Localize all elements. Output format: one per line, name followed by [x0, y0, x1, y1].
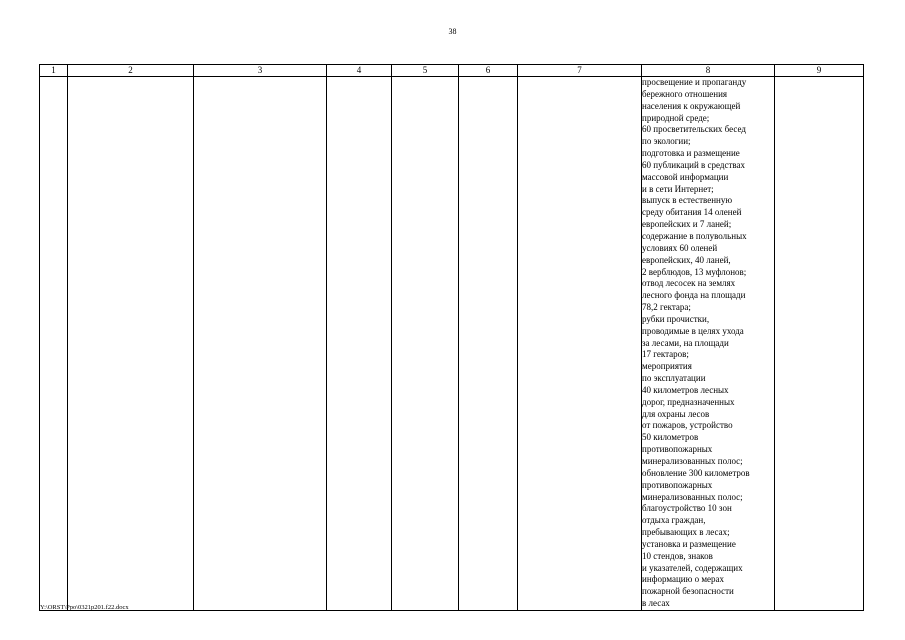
- text-line: содержание в полувольных: [642, 230, 747, 241]
- text-line: и указателей, содержащих: [642, 562, 743, 573]
- text-line: в лесах: [642, 598, 670, 609]
- text-line: минерализованных полос;: [642, 456, 743, 466]
- column-header-7: 7: [518, 65, 642, 77]
- table-cell-3: [194, 77, 327, 611]
- text-line: установка и размещение: [642, 538, 736, 549]
- footer-file-path: Y:\ORST\Ppo\0321p201.f22.docx: [40, 604, 129, 611]
- table-cell-6: [459, 77, 518, 611]
- text-line: массовой информации: [642, 171, 729, 182]
- page-number: 38: [448, 27, 457, 36]
- text-line: европейских, 40 ланей,: [642, 254, 731, 265]
- column-header-1: 1: [40, 65, 68, 77]
- text-line: минерализованных полос;: [642, 491, 743, 502]
- text-line: среду обитания 14 оленей: [642, 207, 742, 218]
- text-line: 60 просветительских бесед: [642, 124, 746, 135]
- text-line: 60 публикаций в средствах: [642, 159, 746, 170]
- text-line: по эксплуатации: [642, 373, 706, 384]
- text-line: лесного фонда на площади: [642, 290, 746, 301]
- text-line: и в сети Интернет;: [642, 183, 714, 194]
- text-line: информацию о мерах: [642, 574, 724, 585]
- text-line: населения к окружающей: [642, 100, 741, 111]
- table-cell-4: [327, 77, 392, 611]
- table-cell-2: [68, 77, 194, 611]
- column-header-3: 3: [194, 65, 327, 77]
- text-line: европейских и 7 ланей;: [642, 219, 732, 230]
- text-line: от пожаров, устройство: [642, 420, 733, 431]
- table-cell-9: [775, 77, 864, 611]
- text-line: обновление 300 километров: [642, 467, 750, 478]
- text-line: 78,2 гектара;: [642, 302, 691, 313]
- text-line: отвод лесосек на землях: [642, 278, 736, 289]
- text-line: для охраны лесов: [642, 408, 710, 419]
- column-header-6: 6: [459, 65, 518, 77]
- document-table: [39, 64, 864, 611]
- text-line: дорог, предназначенных: [642, 396, 735, 407]
- text-line: пребывающих в лесах;: [642, 527, 730, 538]
- text-line: выпуск в естественную: [642, 195, 733, 206]
- text-line: природной среде;: [642, 112, 710, 123]
- text-line: проводимые в целях ухода: [642, 325, 744, 336]
- text-line: 50 километров: [642, 432, 699, 443]
- table-cell-8: [642, 77, 775, 611]
- text-line: противопожарных: [642, 444, 713, 455]
- text-line: по экологии;: [642, 136, 691, 147]
- table-cell-7: [518, 77, 642, 611]
- table-row: [40, 77, 864, 611]
- text-line: условиях 60 оленей: [642, 242, 718, 253]
- text-line: благоустройство 10 зон: [642, 503, 732, 514]
- text-line: 2 верблюдов, 13 муфлонов;: [642, 266, 747, 277]
- text-line: рубки прочистки,: [642, 313, 710, 324]
- column-header-8: 8: [642, 65, 775, 77]
- column-header-2: 2: [68, 65, 194, 77]
- column-header-4: 4: [327, 65, 392, 77]
- text-line: 10 стендов, знаков: [642, 550, 713, 561]
- text-line: 40 километров лесных: [642, 384, 729, 395]
- table-header-row: [40, 65, 864, 77]
- column-header-5: 5: [392, 65, 459, 77]
- text-line: отдыха граждан,: [642, 515, 706, 526]
- text-line: противопожарных: [642, 479, 713, 490]
- table-cell-5: [392, 77, 459, 611]
- text-line: мероприятия: [642, 361, 692, 372]
- text-line: просвещение и пропаганду: [642, 77, 747, 87]
- table-cell-1: [40, 77, 68, 611]
- measures-text: [642, 77, 774, 610]
- text-line: 17 гектаров;: [642, 349, 689, 360]
- column-header-9: 9: [775, 65, 864, 77]
- text-line: пожарной безопасности: [642, 586, 734, 597]
- text-line: за лесами, на площади: [642, 337, 729, 348]
- text-line: подготовка и размещение: [642, 148, 740, 159]
- text-line: бережного отношения: [642, 88, 728, 99]
